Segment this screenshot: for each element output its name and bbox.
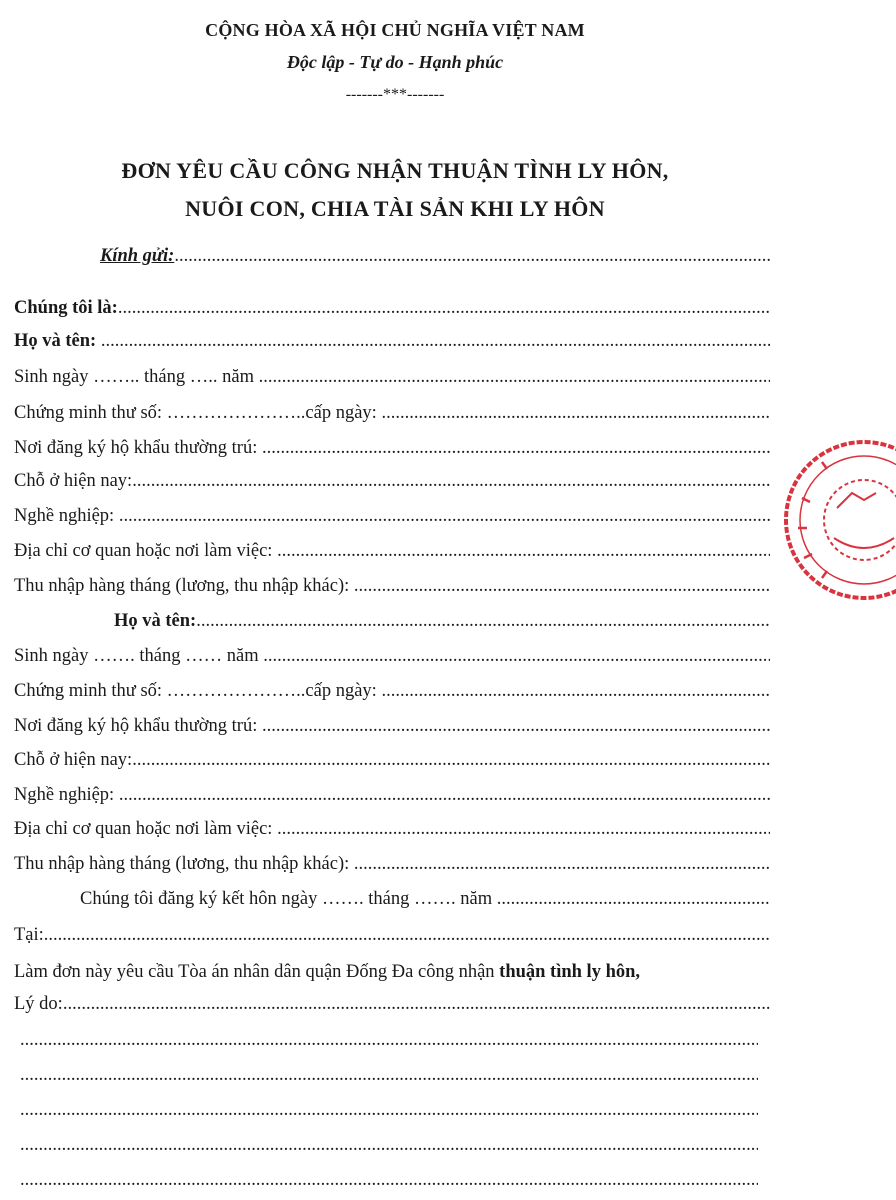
reason-blank-line-1 (20, 1030, 758, 1056)
national-motto: Độc lập - Tự do - Hạnh phúc (286, 52, 504, 72)
person1-current-address-label: Chỗ ở hiện nay: (14, 471, 133, 491)
person1-name-line (14, 331, 770, 357)
person1-id-fill[interactable] (381, 403, 770, 424)
person1-id-label: Chứng minh thư số: …………………..cấp ngày: (14, 403, 382, 423)
person1-dob-fill[interactable] (259, 367, 770, 388)
reason-blank-fill[interactable] (20, 1135, 758, 1156)
request-bold-text: thuận tình ly hôn, (499, 962, 641, 982)
person2-dob-label: Sinh ngày ……. tháng …… năm (14, 646, 264, 666)
reason-blank-line-5 (20, 1170, 758, 1196)
intro-fill[interactable] (118, 298, 770, 319)
person2-income-line (14, 854, 770, 880)
person1-residence-line (14, 438, 770, 464)
person1-work-address-fill[interactable] (277, 541, 770, 562)
person1-dob-label: Sinh ngày …….. tháng ….. năm (14, 367, 259, 387)
person2-income-fill[interactable] (354, 854, 770, 875)
person2-current-address-label: Chỗ ở hiện nay: (14, 750, 133, 770)
recipient-label: Kính gửi: (100, 246, 175, 266)
person1-job-fill[interactable] (119, 506, 770, 527)
nation-title: CỘNG HÒA XÃ HỘI CHỦ NGHĨA VIỆT NAM (205, 20, 585, 40)
person2-id-fill[interactable] (381, 681, 770, 702)
person2-name-label: Họ và tên: (114, 611, 197, 631)
person2-dob-line (14, 646, 770, 672)
intro-line (14, 298, 770, 324)
marriage-date-label: Chúng tôi đăng ký kết hôn ngày ……. tháng ……. năm (80, 889, 497, 909)
person1-id-line (14, 403, 770, 429)
person2-residence-fill[interactable] (262, 716, 770, 737)
marriage-place-fill[interactable] (44, 925, 770, 946)
marriage-place-line (14, 925, 770, 951)
person2-id-line (14, 681, 770, 707)
person1-dob-line (14, 367, 770, 393)
person1-current-address-fill[interactable] (132, 471, 770, 492)
marriage-place-label: Tại: (14, 925, 44, 945)
person1-work-address-label: Địa chỉ cơ quan hoặc nơi làm việc: (14, 541, 278, 561)
recipient-fill[interactable] (174, 246, 770, 267)
seal-icon (782, 438, 896, 600)
request-text: Làm đơn này yêu cầu Tòa án nhân dân quận Đống Đa công nhận (14, 962, 500, 982)
person1-current-address-line (14, 471, 770, 497)
person2-current-address-line (14, 750, 770, 776)
person2-job-label: Nghề nghiệp: (14, 785, 119, 805)
request-statement (14, 959, 640, 985)
reason-blank-fill[interactable] (20, 1030, 758, 1051)
reason-label: Lý do: (14, 994, 63, 1014)
reason-blank-fill[interactable] (20, 1100, 758, 1121)
person1-job-line (14, 506, 770, 532)
person1-job-label: Nghề nghiệp: (14, 506, 119, 526)
person2-residence-line (14, 716, 770, 742)
person1-income-fill[interactable] (354, 576, 770, 597)
person1-work-address-line (14, 541, 770, 567)
person2-current-address-fill[interactable] (132, 750, 770, 771)
person2-residence-label: Nơi đăng ký hộ khẩu thường trú: (14, 716, 262, 736)
document-title-line-2: NUÔI CON, CHIA TÀI SẢN KHI LY HÔN (185, 196, 605, 221)
person2-dob-fill[interactable] (263, 646, 770, 667)
person1-income-label: Thu nhập hàng tháng (lương, thu nhập khác): (14, 576, 354, 596)
person2-job-fill[interactable] (119, 785, 770, 806)
reason-blank-line-4 (20, 1135, 758, 1161)
header-separator: -------***------- (345, 86, 445, 103)
person1-name-label: Họ và tên: (14, 331, 101, 351)
intro-label: Chúng tôi là: (14, 298, 118, 318)
person2-income-label: Thu nhập hàng tháng (lương, thu nhập khác): (14, 854, 354, 874)
person2-work-address-fill[interactable] (277, 819, 770, 840)
reason-blank-line-3 (20, 1100, 758, 1126)
person1-residence-label: Nơi đăng ký hộ khẩu thường trú: (14, 438, 262, 458)
reason-line (14, 994, 770, 1020)
marriage-date-line (80, 889, 770, 915)
person1-income-line (14, 576, 770, 602)
marriage-date-fill[interactable] (497, 889, 770, 910)
person2-id-label: Chứng minh thư số: …………………..cấp ngày: (14, 681, 382, 701)
person2-name-fill[interactable] (196, 611, 770, 632)
reason-fill[interactable] (63, 994, 770, 1015)
reason-blank-line-2 (20, 1065, 758, 1091)
document-title-line-1: ĐƠN YÊU CẦU CÔNG NHẬN THUẬN TÌNH LY HÔN, (121, 158, 669, 183)
person2-work-address-label: Địa chỉ cơ quan hoặc nơi làm việc: (14, 819, 278, 839)
person2-work-address-line (14, 819, 770, 845)
person2-name-line (114, 611, 770, 637)
reason-blank-fill[interactable] (20, 1065, 758, 1086)
person2-job-line (14, 785, 770, 811)
recipient-line (100, 246, 770, 272)
person1-residence-fill[interactable] (262, 438, 770, 459)
person1-name-fill[interactable] (101, 331, 770, 352)
court-seal-stamp (782, 438, 896, 600)
reason-blank-fill[interactable] (20, 1170, 758, 1191)
